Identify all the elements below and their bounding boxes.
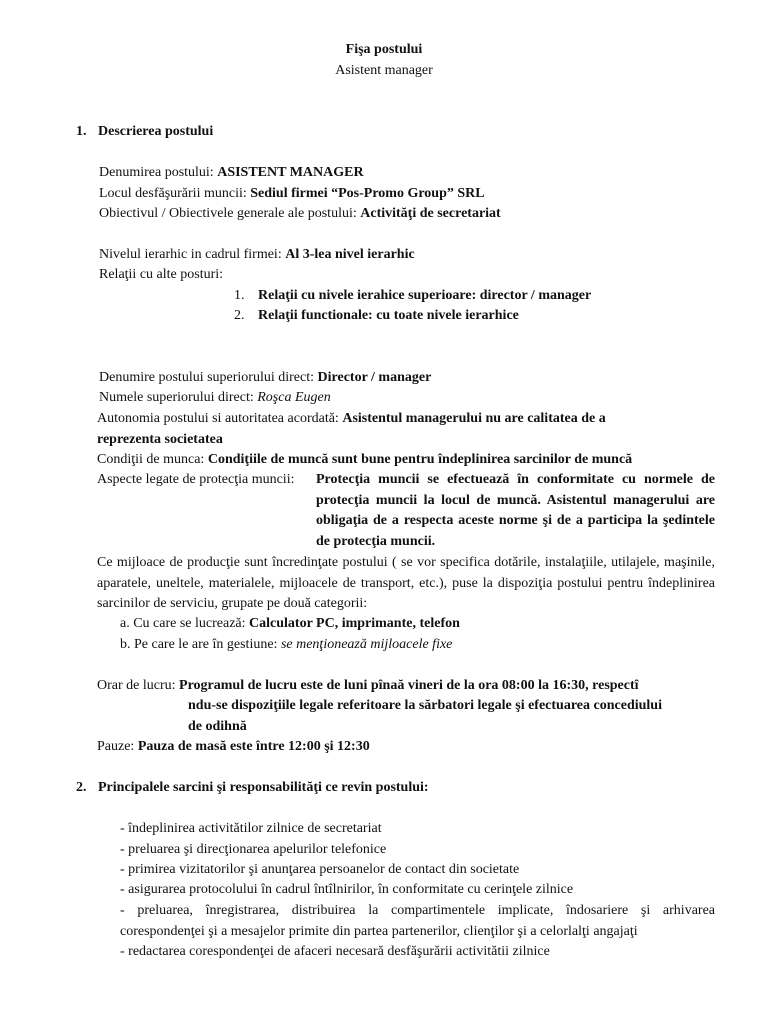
field-label: Nivelul ierarhic in cadrul firmei: (99, 247, 286, 262)
list-item: - primirea vizitatorilor şi anunţarea persoanelor de contact din societate (120, 862, 520, 877)
field-label: Locul desfăşurării muncii: (99, 186, 251, 201)
section-1-heading (76, 122, 213, 143)
field-label: Denumirea postului: (99, 165, 218, 180)
field-label: Numele superiorului direct: (99, 390, 258, 405)
field-superior-nume (99, 388, 331, 409)
list-item (234, 306, 519, 327)
list-item (234, 286, 591, 307)
field-relatii-label: Relaţii cu alte posturi: (99, 267, 224, 282)
field-label: Denumire postului superiorului direct: (99, 370, 318, 385)
list-item: - asigurarea protocolului în cadrul întîlnirilor, în conformitate cu cerinţele zilnice (120, 882, 574, 897)
field-label: Condiţii de munca: (97, 452, 208, 467)
field-value: Al 3-lea nivel ierarhic (285, 247, 415, 262)
field-orar-line2: ndu-se dispoziţiile legale referitoare la sărbatori legale şi efectuarea concediului (188, 698, 662, 713)
field-locul (99, 184, 485, 205)
field-value: Asistentul managerului nu are calitatea de a reprezenta societatea (97, 411, 606, 447)
field-label: a. Cu care se lucrează: (120, 616, 250, 631)
field-value: se menţionează mijloacele fixe (280, 637, 453, 652)
field-protectia-label: Aspecte legate de protecţia muncii: (97, 472, 295, 487)
list-item: - preluarea şi direcţionarea apelurilor telefonice (120, 842, 387, 857)
list-item: - redactarea corespondenţei de afaceri necesară desfăşurării activitătii zilnice (120, 944, 550, 959)
field-value: Pauza de masă este între 12:00 şi 12:30 (137, 739, 370, 754)
field-value: Director / manager (317, 370, 432, 385)
field-label: Autonomia postului si autoritatea acordată: (97, 411, 343, 426)
list-item: - îndeplinirea activitătilor zilnice de secretariat (120, 821, 382, 836)
list-item: - preluarea, înregistrarea, distribuirea la compartimentele implicate, îndosariere şi arhivarea corespondenţei şi a mesajelor primite din partea partenerilor, clienţilor şi a celorlalţi angajaţi (120, 903, 715, 939)
field-value: Sediul firmei “Pos-Promo Group” SRL (250, 186, 485, 201)
list-text: Relaţii functionale: cu toate nivele ierarhice (258, 308, 519, 323)
list-number: 1. (234, 288, 245, 303)
field-superior-post (99, 368, 431, 389)
list-number: 2. (234, 308, 245, 323)
field-obiectivul (99, 204, 501, 225)
field-value: Roşca Eugen (257, 390, 331, 405)
list-text: Relaţii cu nivele ierahice superioare: director / manager (258, 288, 592, 303)
field-value: Programul de lucru este de luni pînaă vineri de la ora 08:00 la 16:30, respectî (179, 678, 639, 693)
document-subtitle: Asistent manager (335, 63, 433, 78)
document-title: Fişa postului (345, 42, 423, 57)
field-label: Pauze: (97, 739, 138, 754)
field-value: Activităţi de secretariat (360, 206, 501, 221)
field-label: Obiectivul / Obiectivele generale ale postului: (99, 206, 361, 221)
paragraph-mijloace: Ce mijloace de producţie sunt încredinţate postului ( se vor specifica dotările, instalaţiile, utilajele, maşinile, aparatele, uneltele, materialele, mijloacele de transport, etc.), puse la dispoziţia postului pentru îndeplinirea sarcinilor de serviciu, grupate pe două categorii: (97, 555, 715, 611)
field-mijloace-a (120, 614, 460, 635)
section-number: 2. (76, 780, 87, 795)
section-number: 1. (76, 124, 87, 139)
field-value: Calculator PC, imprimante, telefon (249, 616, 460, 631)
field-label: b. Pe care le are în gestiune: (120, 637, 281, 652)
section-2-heading (76, 778, 429, 799)
field-orar-line3: de odihnă (188, 719, 247, 734)
field-conditii (97, 450, 632, 471)
field-nivelul (99, 245, 415, 266)
field-autonomia (97, 409, 657, 450)
section-title: Principalele sarcini şi responsabilităţi ce revin postului: (98, 780, 429, 795)
field-label: Orar de lucru: (97, 678, 180, 693)
field-protectia-value: Protecţia muncii se efectuează în conformitate cu normele de protecţia muncii la locul de muncă. Asistentul managerului are obligaţia de a respecta aceste norme şi de a participa la şedintele de protecţia muncii. (316, 472, 715, 549)
field-denumirea (99, 163, 364, 184)
field-orar (97, 676, 639, 697)
field-value: ASISTENT MANAGER (217, 165, 364, 180)
section-title: Descrierea postului (98, 124, 214, 139)
field-pauze (97, 737, 370, 758)
field-value: Condiţiile de muncă sunt bune pentru îndeplinirea sarcinilor de muncă (207, 452, 633, 467)
field-mijloace-b (120, 635, 452, 656)
